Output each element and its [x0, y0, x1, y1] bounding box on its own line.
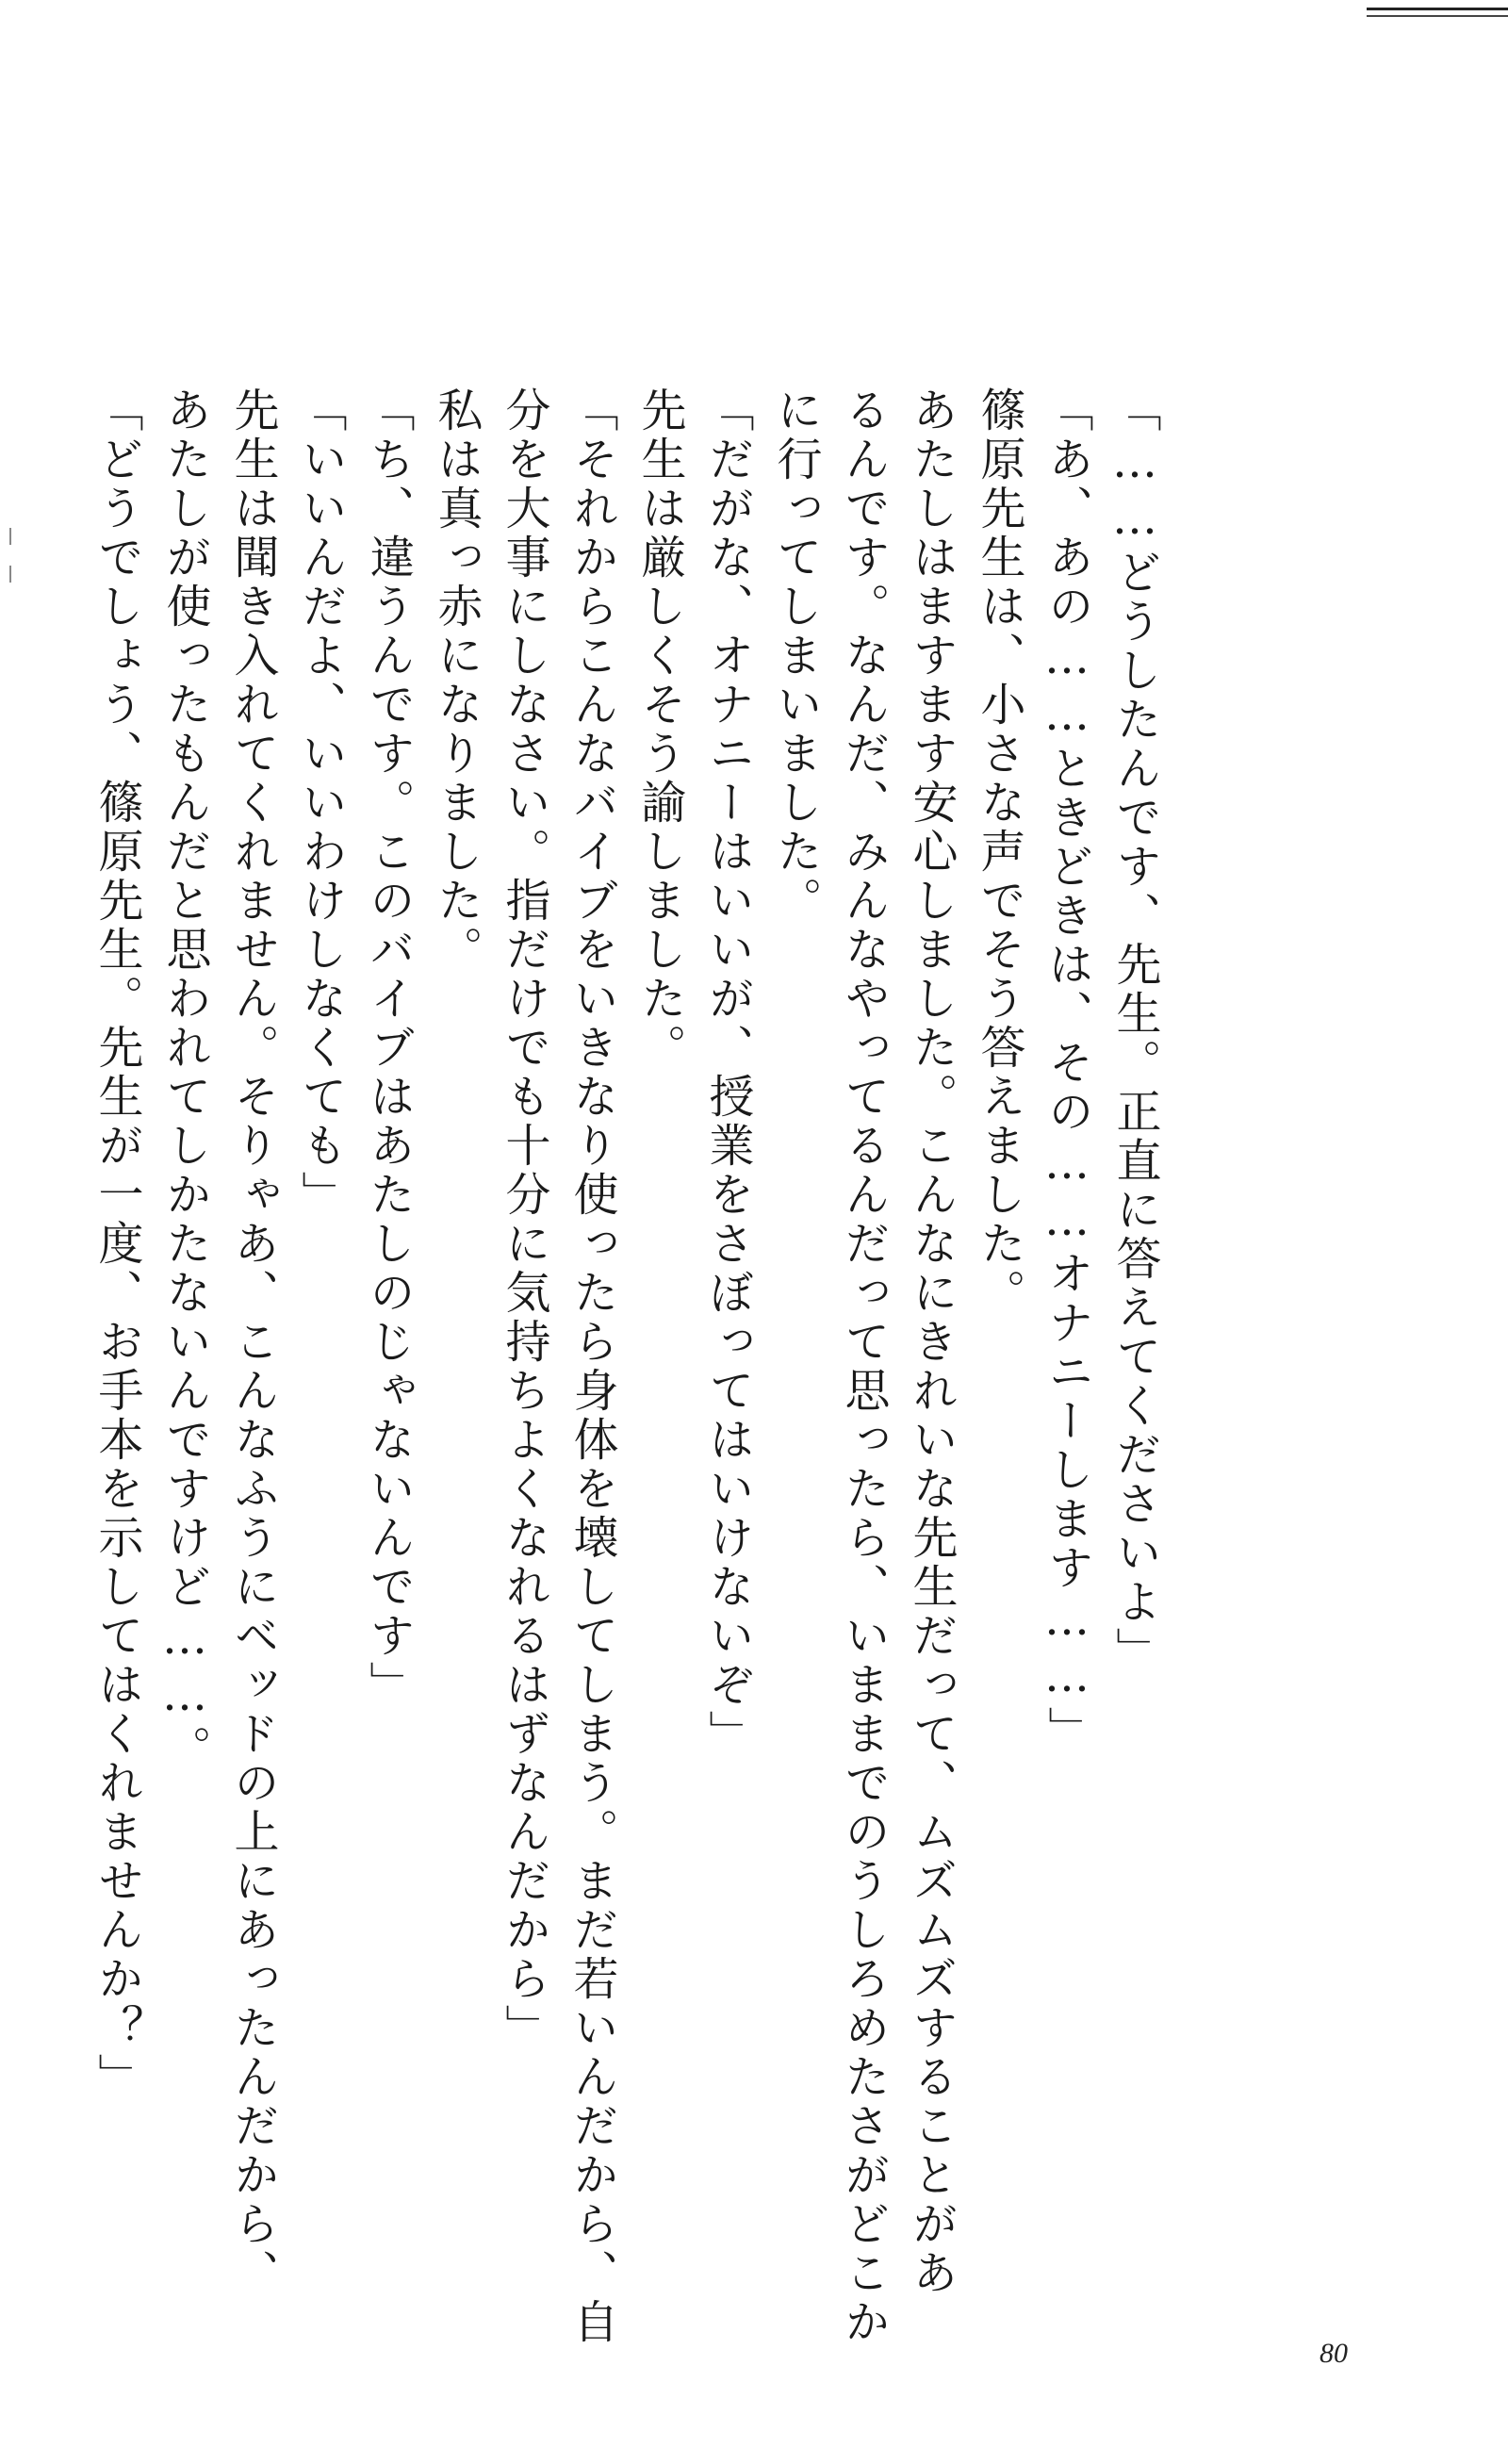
vertical-text-block	[90, 386, 1169, 2347]
text-line: 私は真っ赤になりました。	[430, 386, 483, 975]
text-line: あたしが使ったもんだと思われてしかたないんですけど……。	[158, 386, 211, 1774]
text-line: 「いいんだよ、いいわけしなくても」	[294, 386, 347, 1220]
text-line: 「あ、あの……ときどきは、その……オナニーします……」	[1041, 386, 1093, 1755]
margin-mark	[9, 528, 11, 545]
page-number: 80	[1320, 2338, 1348, 2369]
text-line: 「どうでしょう、篠原先生。先生が一度、お手本を示してはくれませんか？」	[90, 386, 143, 2102]
text-line: るんです。なんだ、みんなやってるんだって思ったら、いままでのうしろめたさがどこか	[837, 386, 890, 2347]
text-line: 「だがな、オナニーはいいが、授業をさぼってはいけないぞ」	[701, 386, 754, 1759]
text-line: 先生は聞き入れてくれません。そりゃあ、こんなふうにベッドの上にあったんだから、	[226, 386, 279, 2298]
top-rule	[1367, 8, 1508, 10]
text-line: 「それからこんなバイブをいきなり使ったら身体を壊してしまう。まだ若いんだから、自	[566, 386, 618, 2347]
text-line: 分を大事にしなさい。指だけでも十分に気持ちよくなれるはずなんだから」	[498, 386, 550, 2053]
margin-mark	[9, 566, 11, 583]
top-rule-secondary	[1367, 15, 1508, 17]
text-line: に行ってしまいました。	[769, 386, 822, 926]
text-line: 先生は厳しくそう諭しました。	[633, 386, 686, 1073]
text-line: 「ち、違うんです。このバイブはあたしのじゃないんです」	[362, 386, 415, 1710]
text-line: 「……どうしたんです、先生。正直に答えてくださいよ」	[1108, 386, 1161, 1676]
text-line: あたしはますます安心しました。こんなにきれいな先生だって、ムズムズすることがあ	[905, 386, 958, 2298]
text-line: 篠原先生は、小さな声でそう答えました。	[973, 386, 1025, 1318]
